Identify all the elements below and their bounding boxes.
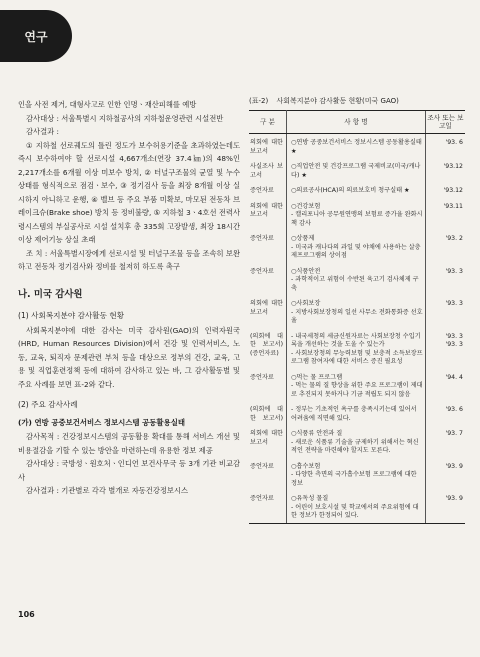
table-row xyxy=(249,401,465,425)
table-row xyxy=(249,369,465,402)
table-row xyxy=(249,182,465,198)
cell-category: 사실조사 보고서 xyxy=(249,158,287,182)
paragraph: 감사목적 : 건강정보시스템의 공동활용 확대를 통해 서비스 개선 및 비용절감을 기할 수 있는 방안을 마련하는데 유용한 정보 제공 xyxy=(18,432,240,455)
paragraph: ① 지하철 선로궤도의 틀린 정도가 보수허용기준을 초과하였는데도 즉시 보수하여야 할 선로시설 4,667개소(연장 37.4㎞)의 48%인 2,217개소를 6개월 이상 미보수 방치, ② 터널구조물의 균열 및 누수상태를 형식적으로 점검ㆍ보수, ③ 정기검사 등을 최장 8개월 이상 실시하지 아니하고 운행, ④ 벨브 등 주요 부품 미확보, 마모된 전동차 브레이크슈(Brake shoe) 방치 등 정비불량, ⑤ 지하철 3ㆍ4호선 전력사령시스템의 부실공사로 시설 설치후 총 335회 고장발생, 최장 18시간 이상 제어기능 상실 초래 xyxy=(18,140,240,244)
table-row xyxy=(249,490,465,523)
table-body xyxy=(249,134,465,524)
table-row xyxy=(249,295,465,328)
cell-item: ○직업안전 및 건강프로그램 국제비교(미국/캐나다) ★ xyxy=(291,163,421,179)
paragraph: 감사대상 : 국방성ㆍ원호처ㆍ인디언 보건사무국 등 3개 기관 비교감사 xyxy=(18,459,240,482)
table-number: (표-2) xyxy=(249,97,269,105)
table-row xyxy=(249,328,465,369)
cell-date: '93.12 xyxy=(425,158,465,182)
cell-category: 의회에 대한 보고서 xyxy=(249,295,287,328)
subsection-title: (2) 주요 감사사례 xyxy=(18,400,78,409)
table-row xyxy=(249,230,465,263)
cell-date: '94. 4 xyxy=(425,369,465,402)
cell-item: - 내국세청의 세금신원자료는 사회보장청 수입기록을 개선하는 것을 도울 수 있는가 - 사회보장청의 무능력보험 및 보충적 소득보장프로그램 참여자에 대한 서비스 증진 필요성 xyxy=(291,332,423,365)
cell-category: 증언자료 xyxy=(249,263,287,296)
cell-date: '93. 2 xyxy=(425,230,465,263)
cell-category: 증언자료 xyxy=(249,458,287,491)
cell-item: ○유독성 물질 - 어린이 보호시설 및 학교에서의 주요위험에 대한 정보가 한정되어 있다. xyxy=(287,490,426,523)
cell-date: '93.12 xyxy=(425,182,465,198)
cell-category: 증언자료 xyxy=(249,230,287,263)
page-number: 106 xyxy=(18,610,35,619)
cell-date: '93. 7 xyxy=(425,425,465,458)
table-row xyxy=(249,263,465,296)
cell-date: '93. 6 xyxy=(425,401,465,425)
cell-date: '93. 9 xyxy=(425,458,465,491)
cell-category: (의회에 대한 보고서) xyxy=(249,401,287,425)
cell-item: ○식품류 안전과 질 - 새로운 식품류 기술을 규제하기 위해서는 혁신적인 전략을 마련해야 할지도 모른다. xyxy=(291,430,419,454)
section-title: 나. 미국 감사원 xyxy=(18,288,83,300)
cell-date: '93. 6 xyxy=(425,134,465,159)
paragraph: 감사결과 : 기관별로 각각 별개로 자동건강정보시스 xyxy=(26,486,189,495)
case-title: (가) 연방 공중보건서비스 정보시스템 공동활용실태 xyxy=(18,418,185,427)
paragraph: 인을 사전 제거, 대형사고로 인한 인명ㆍ재산피해를 예방 xyxy=(18,100,197,109)
table-column xyxy=(249,96,465,524)
cell-category: 증언자료 xyxy=(249,369,287,402)
table-row xyxy=(249,198,465,231)
table-row xyxy=(249,134,465,159)
table-row xyxy=(249,425,465,458)
cell-item: ○연방 공중보건서비스 정보시스템 공동활용실태 ★ xyxy=(291,139,422,155)
cell-item: - 정부는 기초적인 욕구를 충족시키는데 있어서 어려움에 직면해 있다. xyxy=(291,406,417,422)
cell-item: ○상품제 - 미국과 캐나다의 과일 및 야채에 사용하는 살충제프로그램의 상이점 xyxy=(291,235,421,259)
cell-item: ○식품안전 - 과학적이고 위험이 수반된 육고기 검사체제 구축 xyxy=(291,267,419,292)
paragraph: 감사대상 : 서울특별시 지하철공사의 지하철운영관련 시설전반 xyxy=(26,113,224,123)
subsection-title: (1) 사회복지분야 감사활동 현황 xyxy=(18,310,125,320)
cell-date: '93. 3 '93. 3 xyxy=(425,328,465,369)
cell-date: '93. 3 xyxy=(425,295,465,328)
audit-activity-table xyxy=(249,110,465,524)
table-caption xyxy=(249,96,465,106)
cell-item: ○흡수보험 - 다양한 측면의 국가흡수보험 프로그램에 대한 정보 xyxy=(291,462,417,487)
table-row xyxy=(249,458,465,491)
cell-item: ○의료공사(HCA)의 의료보호비 청구실태 ★ xyxy=(291,187,410,194)
paragraph: 사회복지분야에 대한 감사는 미국 감사원(GAO)의 인력자원국(HRD, Human Resources Division)에서 건강 및 인력서비스, 노동, 교육, 퇴직자 문제관련 부처 등을 대상으로 정부의 건강, 교육, 고용 및 직업훈련정책 등에 대하여 감사하고 있는 바, 그 감사활동별 및 주요 사례를 보면 표-2와 같다. xyxy=(18,325,240,389)
cell-date: '93.11 xyxy=(425,198,465,231)
cell-category: (의회에 대한 보고서) (증언자료) xyxy=(249,328,287,369)
table-row xyxy=(249,158,465,182)
cell-item: ○먹는 물 프로그램 - 먹는 물의 질 향상을 위한 주요 프로그램이 제대로 추진되지 못하거나 기금 적립도 되지 않음 xyxy=(291,373,423,398)
header-item: 사 항 명 xyxy=(287,111,426,134)
table-title: 사회복지분야 감사활동 현황(미국 GAO) xyxy=(276,97,399,105)
cell-category: 의회에 대한 보고서 xyxy=(249,198,287,231)
cell-category: 증언자료 xyxy=(249,490,287,523)
cell-category: 증언자료 xyxy=(249,182,287,198)
paragraph: 감사결과 : xyxy=(26,127,59,136)
cell-category: 의회에 대한 보고서 xyxy=(249,134,287,159)
cell-item: ○사회보장 - 지방사회보장청의 일선 사무소 전화통화증 선호율 xyxy=(291,300,423,324)
cell-date: '93. 9 xyxy=(425,490,465,523)
section-tab xyxy=(0,10,72,62)
header-category: 구 분 xyxy=(249,111,287,134)
cell-category: 의회에 대한 보고서 xyxy=(249,425,287,458)
section-tab-label: 연구 xyxy=(24,29,48,44)
paragraph: 조 치 : 서울특별시장에게 선로시설 및 터널구조물 등을 조속히 보완하고 전동차 정기검사와 정비를 철저히 하도록 촉구 xyxy=(18,248,240,271)
cell-item: ○건강보험 - 캘리포니아 공무원연맹의 보험료 증가율 완화시책 감사 xyxy=(291,202,423,227)
table-header-row xyxy=(249,111,465,134)
main-text-column xyxy=(18,98,240,498)
header-date: 조사 또는 보고일 xyxy=(425,111,465,134)
cell-date: '93. 3 xyxy=(425,263,465,296)
